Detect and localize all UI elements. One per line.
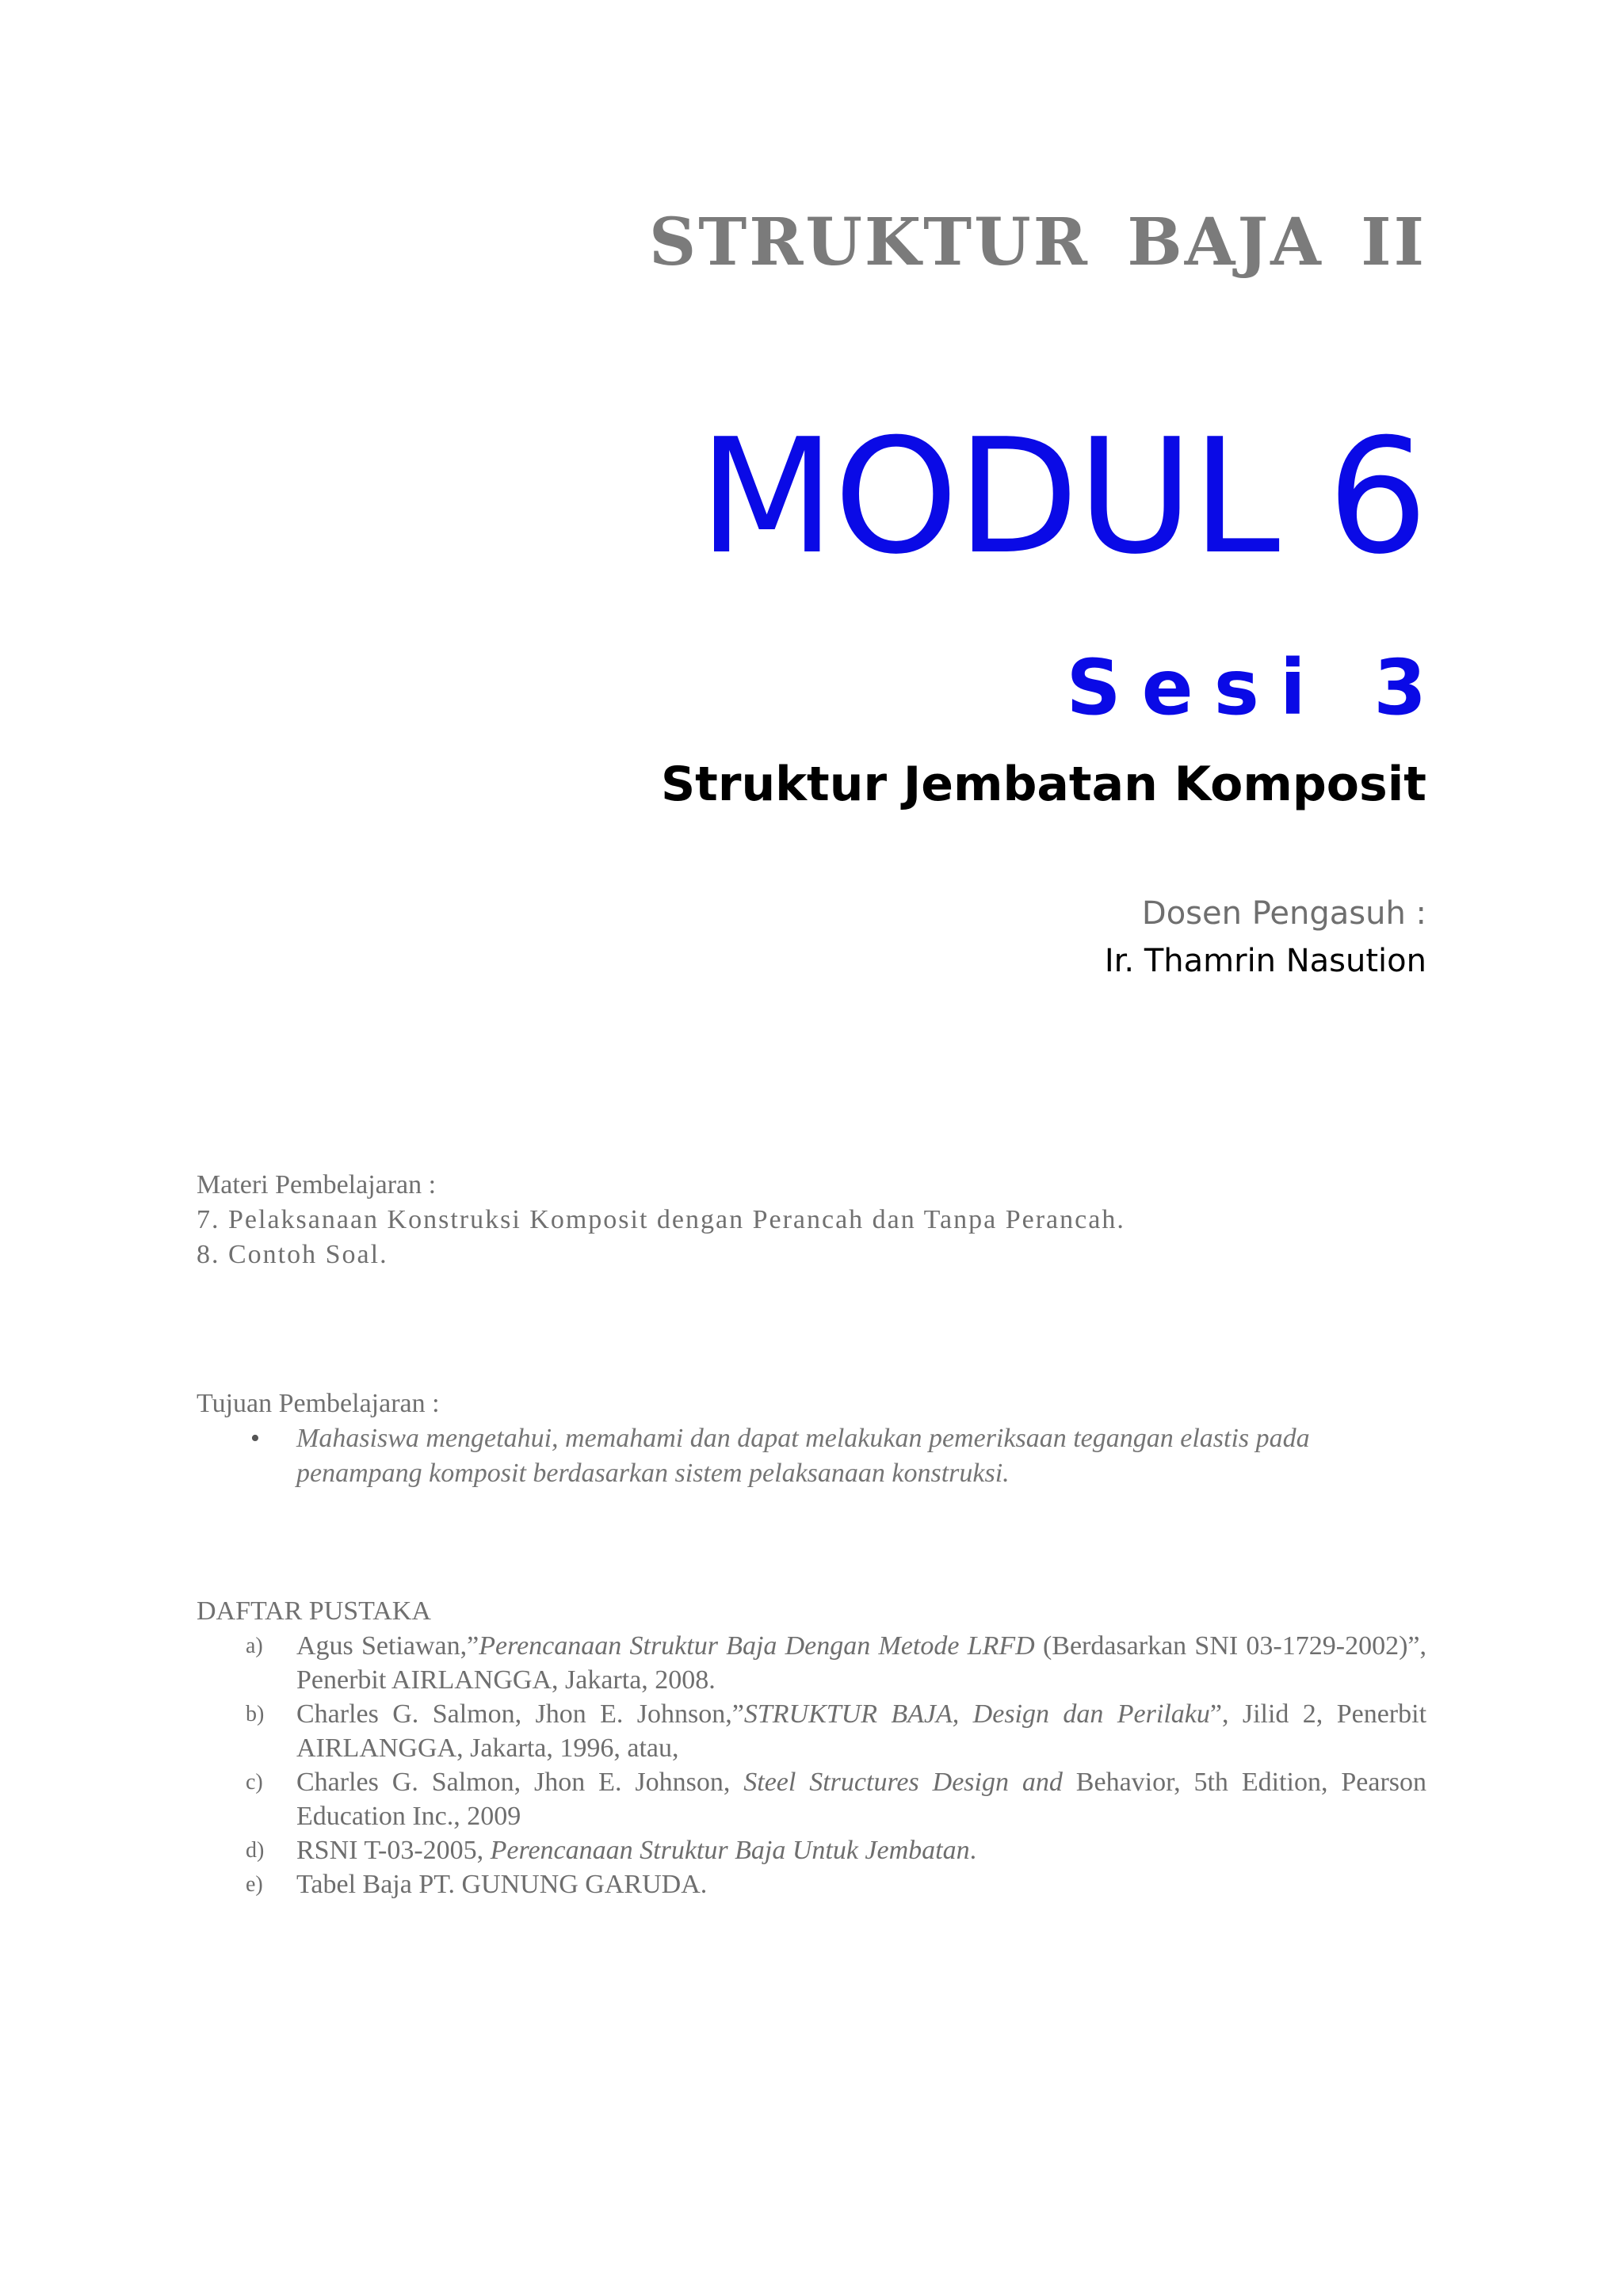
reference-item <box>197 1833 1426 1867</box>
pustaka-heading: DAFTAR PUSTAKA <box>197 1596 431 1626</box>
reference-italic-title: Perencanaan Struktur Baja Dengan Metode LRFD <box>479 1631 1035 1661</box>
reference-text: . <box>969 1836 977 1865</box>
reference-marker: a) <box>246 1634 263 1658</box>
tujuan-item <box>197 1421 1426 1491</box>
reference-text: Agus Setiawan,” <box>296 1631 479 1661</box>
reference-text: Behavior, 5th Edition, Pearson Education Inc., 2009 <box>296 1768 1426 1831</box>
subject-title: Struktur Jembatan Komposit <box>660 757 1426 812</box>
reference-italic-title: STRUKTUR BAJA, Design dan Perilaku <box>743 1699 1210 1729</box>
reference-marker: b) <box>246 1702 265 1726</box>
reference-text: Charles G. Salmon, Jhon E. Johnson,” <box>296 1699 744 1729</box>
reference-marker: e) <box>246 1872 263 1897</box>
reference-text: Tabel Baja PT. GUNUNG GARUDA. <box>296 1870 708 1899</box>
materi-item: 8. Contoh Soal. <box>197 1240 388 1269</box>
materi-heading: Materi Pembelajaran : <box>197 1170 437 1199</box>
reference-text: Charles G. Salmon, Jhon E. Johnson, <box>296 1768 744 1797</box>
reference-item <box>197 1867 1426 1901</box>
reference-text: ”, Jilid 2, Penerbit AIRLANGGA, Jakarta, 1996, atau, <box>296 1699 1427 1763</box>
pustaka-section <box>197 1594 1426 1901</box>
tujuan-item-text: Mahasiswa mengetahui, memahami dan dapat melakukan pemeriksaan tegangan elastis pada penampang komposit berdasarkan sistem pelaksanaan konstruksi. <box>296 1424 1310 1488</box>
materi-section <box>197 1168 1426 1272</box>
tujuan-list <box>197 1421 1426 1491</box>
lecturer-label: Dosen Pengasuh : <box>1141 895 1426 932</box>
reference-text: RSNI T-03-2005, <box>296 1836 491 1865</box>
lecturer-name: Ir. Thamrin Nasution <box>1104 943 1426 979</box>
session-title: Sesi 3 <box>1066 643 1447 732</box>
module-title: MODUL 6 <box>698 405 1426 589</box>
reference-italic-title: Steel Structures Design and <box>743 1768 1063 1797</box>
reference-item <box>197 1765 1426 1833</box>
reference-marker: c) <box>246 1770 263 1794</box>
reference-italic-title: Perencanaan Struktur Baja Untuk Jembatan <box>490 1836 970 1865</box>
materi-item: 7. Pelaksanaan Konstruksi Komposit dengan Perancah dan Tanpa Perancah. <box>197 1205 1125 1234</box>
bullet-icon: • <box>250 1424 260 1453</box>
tujuan-heading: Tujuan Pembelajaran : <box>197 1389 440 1418</box>
reference-item <box>197 1629 1426 1697</box>
reference-text: (Berdasarkan SNI 03-1729-2002)”, Penerbit AIRLANGGA, Jakarta, 2008. <box>296 1631 1426 1695</box>
course-title: STRUKTUR BAJA II <box>649 204 1426 280</box>
reference-marker: d) <box>246 1838 265 1863</box>
tujuan-section <box>197 1386 1426 1491</box>
reference-item <box>197 1697 1426 1765</box>
